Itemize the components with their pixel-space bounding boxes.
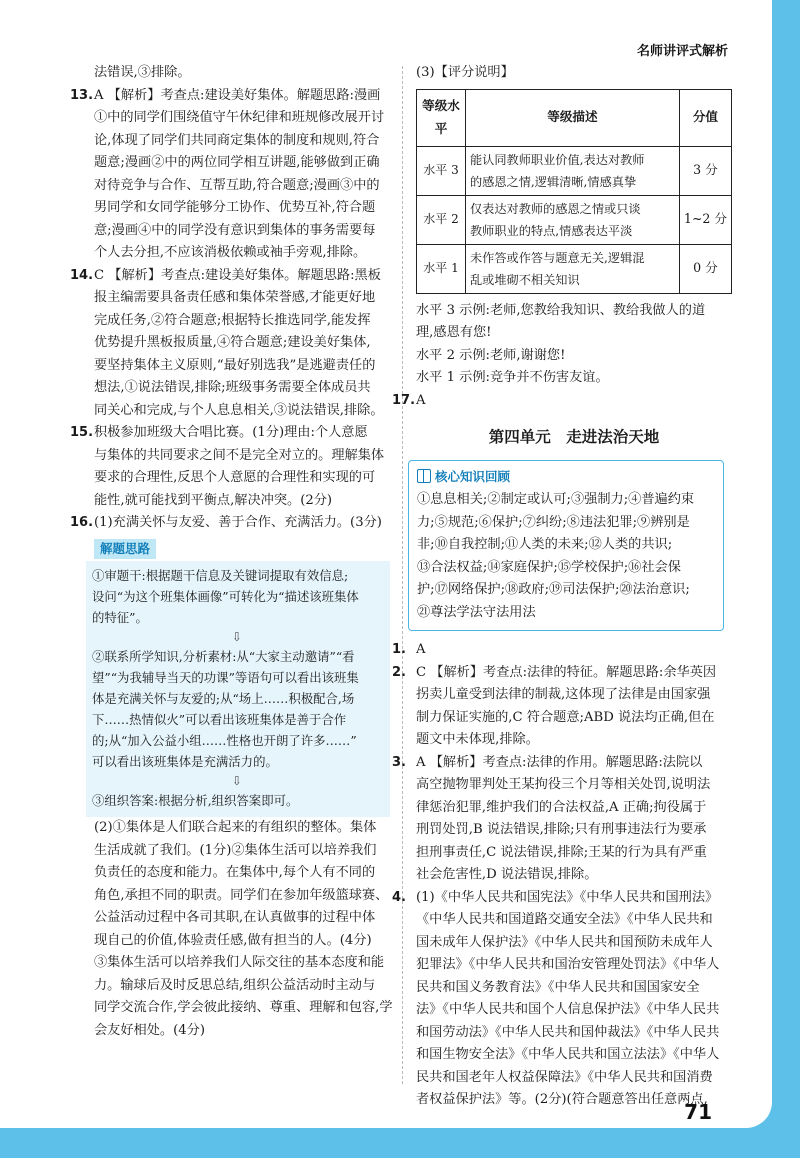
- question-number: 15.: [70, 425, 94, 440]
- text-line: 国未成年人保护法》《中华人民共和国预防未成年人: [416, 934, 713, 950]
- answer-text: [94, 265, 390, 423]
- thinking-step-1: [92, 565, 382, 628]
- text-line: 望”“为我辅导当天的功课”等语句可以看出该班集: [92, 670, 359, 685]
- text-line: ①中的同学们围绕值守午休纪律和班规修改展开讨: [94, 110, 385, 125]
- text-line: 理,感恩有您!: [416, 325, 492, 340]
- text-line: 论,体现了同学们共同商定集体的制度和规则,符合: [94, 132, 380, 148]
- question-number: 3.: [392, 754, 406, 770]
- level-cell: 水平 1: [417, 244, 466, 293]
- text-line: 生活成就了我们。(1分)②集体生活可以培养我们: [94, 842, 377, 858]
- rubric-examples: [416, 300, 732, 390]
- down-arrow-icon: ⇩: [231, 773, 243, 788]
- text-line: 现自己的价值,体验责任感,做有担当的人。(4分): [94, 932, 372, 948]
- text-line: 水平 2 示例:老师,谢谢您!: [416, 347, 566, 363]
- question-number: 2.: [392, 664, 406, 680]
- left-column: [70, 62, 393, 1042]
- desc-line: 能认同教师职业价值,表达对教师: [470, 152, 645, 167]
- question-15: [70, 422, 390, 512]
- text-line: 与集体的共同要求之间不是完全对立的。理解集体: [94, 447, 385, 463]
- text-line: 拐卖儿童受到法律的制裁,这体现了法律是由国家强: [416, 687, 711, 702]
- header-level: 等级水平: [417, 89, 466, 146]
- column-divider: [402, 66, 403, 1084]
- thinking-step-3: ③组织答案:根据分析,组织答案即可。: [92, 793, 299, 808]
- text-line: 制力保证实施的,C 符合题意;ABD 说法均正确,但在: [416, 709, 715, 725]
- text-line: 负责任的态度和能力。在集体中,每个人有不同的: [94, 865, 376, 880]
- text-line: 《中华人民共和国道路交通安全法》《中华人民共和: [416, 912, 713, 927]
- score-cell: 0 分: [679, 244, 731, 293]
- question-3: [392, 752, 732, 887]
- text-line: 能性,就可能找到平衡点,解决冲突。(2分): [94, 492, 333, 508]
- text-line: 对待竞争与合作、互帮互助,符合题意;漫画③中的: [94, 177, 380, 193]
- desc-line: 的感恩之情,逻辑清晰,情感真挚: [470, 174, 637, 189]
- solution-thinking-tag: 解题思路: [94, 539, 156, 559]
- text-line: (1)《中华人民共和国宪法》《中华人民共和国刑法》: [416, 889, 719, 905]
- text-line: 的;从“加入公益小组……性格也开朗了许多……”: [92, 733, 357, 748]
- page-number: 71: [684, 1100, 712, 1124]
- text-line: 和国劳动法》《中华人民共和国仲裁法》《中华人民共: [416, 1024, 720, 1040]
- text-line: 题意;漫画②中的两位同学相互讲题,能够做到正确: [94, 155, 380, 170]
- text-line: 要坚持集体主义原则,“最好别选我”是逃避责任的: [94, 357, 376, 373]
- text-line: 同学交流合作,学会彼此接纳、尊重、理解和包容,学: [94, 1000, 393, 1015]
- question-number: 4.: [392, 889, 406, 905]
- text-line: 刑罚处罚,B 说法错误,排除;只有刑事违法行为要承: [416, 822, 707, 837]
- table-row: [417, 244, 732, 293]
- text-line: ③集体生活可以培养我们人际交往的基本态度和能: [94, 955, 385, 970]
- text-line: 水平 3 示例:老师,您教给我知识、教给我做人的道: [416, 302, 706, 318]
- answer-text: [94, 85, 390, 265]
- solution-thinking-box: [86, 561, 390, 817]
- intro-line: 法错误,③排除。: [94, 65, 191, 80]
- desc-line: 未作答或作答与题意无关,逻辑混: [470, 250, 645, 265]
- desc-cell: [466, 195, 680, 244]
- answer-part-2: [94, 817, 393, 1042]
- text-line: 可以看出该班集体是充满活力的。: [92, 754, 278, 769]
- text-line: A 【解析】考查点:建设美好集体。解题思路:漫画: [94, 87, 381, 103]
- desc-line: 乱或堆砌不相关知识: [470, 272, 580, 287]
- answer-part-1: (1)充满关怀与友爱、善于合作、充满活力。(3分): [94, 515, 382, 530]
- text-line: 优势提升黑板报质量,④符合题意;建设美好集体,: [94, 335, 371, 350]
- table-row: [417, 195, 732, 244]
- text-line: 男同学和女同学能够分工协作、优势互补,符合题: [94, 200, 376, 215]
- level-cell: 水平 2: [417, 195, 466, 244]
- text-line: 角色,承担不同的职责。同学们在参加年级篮球赛、: [94, 887, 389, 903]
- text-line: C 【解析】考查点:建设美好集体。解题思路:黑板: [94, 267, 381, 283]
- score-cell: 3 分: [679, 146, 731, 195]
- down-arrow-icon: ⇩: [231, 629, 243, 644]
- text-line: 和国生物安全法》《中华人民共和国立法法》《中华人: [416, 1047, 720, 1062]
- answer-text: [416, 662, 732, 752]
- text-line: 报主编需要具备责任感和集体荣誉感,才能更好地: [94, 290, 376, 305]
- text-line: 社会危害性,D 说法错误,排除。: [416, 867, 598, 882]
- text-line: 犯罪法》《中华人民共和国治安管理处罚法》《中华人: [416, 957, 720, 972]
- answer-text: [416, 752, 732, 887]
- text-line: 力;⑤规范;⑥保护;⑦纠纷;⑧违法犯罪;⑨辨别是: [417, 514, 690, 530]
- answer-text: [416, 887, 732, 1112]
- answer-text: A: [416, 392, 426, 408]
- rubric-title: (3)【评分说明】: [416, 65, 514, 80]
- text-line: 力。输球后及时反思总结,组织公益活动时主动与: [94, 977, 376, 993]
- answer-text: [94, 422, 390, 512]
- question-number: 14.: [70, 267, 94, 283]
- header-score: 分值: [679, 89, 731, 146]
- question-13: [70, 85, 390, 265]
- right-column: [392, 62, 732, 1112]
- text-line: ⑬合法权益;⑭家庭保护;⑮学校保护;⑯社会保: [417, 559, 681, 575]
- desc-line: 仅表达对教师的感恩之情或只谈: [470, 201, 641, 216]
- text-line: 法》《中华人民共和国个人信息保护法》《中华人民共: [416, 1002, 720, 1017]
- text-line: 民共和国义务教育法》《中华人民共和国国家安全: [416, 979, 700, 995]
- desc-cell: [466, 244, 680, 293]
- text-line: 要求的合理性,反思个人意愿的合理性和实现的可: [94, 470, 376, 485]
- question-1: [392, 639, 732, 662]
- question-4: [392, 887, 732, 1112]
- core-knowledge-title-text: 核心知识回顾: [435, 469, 511, 484]
- text-line: 律惩治犯罪,维护我们的合法权益,A 正确;拘役属于: [416, 799, 707, 815]
- answer-text: A: [416, 642, 426, 657]
- text-line: 个人去分担,不应该消极依赖或袖手旁观,排除。: [94, 245, 367, 260]
- text-line: 想法,①说法错误,排除;班级事务需要全体成员共: [94, 380, 371, 395]
- header-desc: 等级描述: [466, 89, 680, 146]
- score-cell: 1~2 分: [679, 195, 731, 244]
- core-knowledge-list: [417, 489, 715, 624]
- text-line: ②联系所学知识,分析素材:从“大家主动邀请”“看: [92, 649, 355, 664]
- text-line: ㉑尊法学法守法用法: [417, 604, 536, 620]
- question-number: 16.: [70, 515, 94, 530]
- text-line: 设问“为这个班集体画像”可转化为“描述该班集体: [92, 589, 359, 604]
- text-line: 护;⑰网络保护;⑱政府;⑲司法保护;⑳法治意识;: [417, 582, 690, 597]
- text-line: 高空抛物罪判处王某拘役三个月等相关处罚,说明法: [416, 777, 711, 792]
- level-cell: 水平 3: [417, 146, 466, 195]
- text-line: 的特征”。: [92, 610, 148, 625]
- text-line: 者权益保护法》等。(2分)(符合题意答出任意两点,: [416, 1092, 708, 1107]
- text-line: 会友好相处。(4分): [94, 1022, 205, 1038]
- question-2: [392, 662, 732, 752]
- text-line: 水平 1 示例:竞争并不伤害友谊。: [416, 370, 609, 385]
- question-number: 13.: [70, 87, 94, 103]
- core-knowledge-title: [417, 465, 715, 489]
- text-line: C 【解析】考查点:法律的特征。解题思路:余华英因: [416, 664, 717, 680]
- question-14: [70, 265, 390, 423]
- text-line: 公益活动过程中各司其职,在认真做事的过程中体: [94, 910, 376, 925]
- question-number: 1.: [392, 642, 406, 657]
- scoring-table: [416, 89, 732, 294]
- table-header-row: [417, 89, 732, 146]
- core-knowledge-box: [408, 460, 724, 631]
- text-line: 完成任务,②符合题意;根据特长推选同学,能发挥: [94, 312, 371, 328]
- book-icon: [417, 469, 431, 483]
- desc-line: 教师职业的特点,情感表达平淡: [470, 223, 633, 238]
- question-number: 17.: [392, 392, 416, 408]
- text-line: ①息息相关;②制定或认可;③强制力;④普遍约束: [417, 492, 695, 507]
- question-17: [392, 390, 732, 413]
- text-line: 同关心和完成,与个人息息相关,③说法错误,排除。: [94, 402, 384, 418]
- table-row: [417, 146, 732, 195]
- text-line: ①审题干:根据题干信息及关键词提取有效信息;: [92, 568, 349, 583]
- text-line: 积极参加班级大合唱比赛。(1分)理由:个人意愿: [94, 425, 368, 440]
- desc-cell: [466, 146, 680, 195]
- text-line: 下……热情似火”可以看出该班集体是善于合作: [92, 712, 347, 727]
- text-line: 非;⑩自我控制;⑪人类的未来;⑫人类的共识;: [417, 537, 673, 552]
- text-line: 意;漫画④中的同学没有意识到集体的事务需要每: [94, 222, 376, 238]
- thinking-step-2: [92, 646, 382, 772]
- running-header: 名师讲评式解析: [636, 44, 728, 59]
- text-line: 体是充满关怀与友爱的;从“场上……积极配合,场: [92, 691, 355, 706]
- text-line: A 【解析】考查点:法律的作用。解题思路:法院以: [416, 754, 703, 770]
- text-line: (2)①集体是人们联合起来的有组织的整体。集体: [94, 820, 377, 835]
- unit-title: 第四单元 走进法治天地: [488, 428, 660, 446]
- text-line: 题文中未体现,排除。: [416, 732, 539, 747]
- text-line: 民共和国老年人权益保障法》《中华人民共和国消费: [416, 1069, 713, 1085]
- text-line: 担刑事责任,C 说法错误,排除;王某的行为具有严重: [416, 844, 707, 860]
- question-16: [70, 512, 393, 1042]
